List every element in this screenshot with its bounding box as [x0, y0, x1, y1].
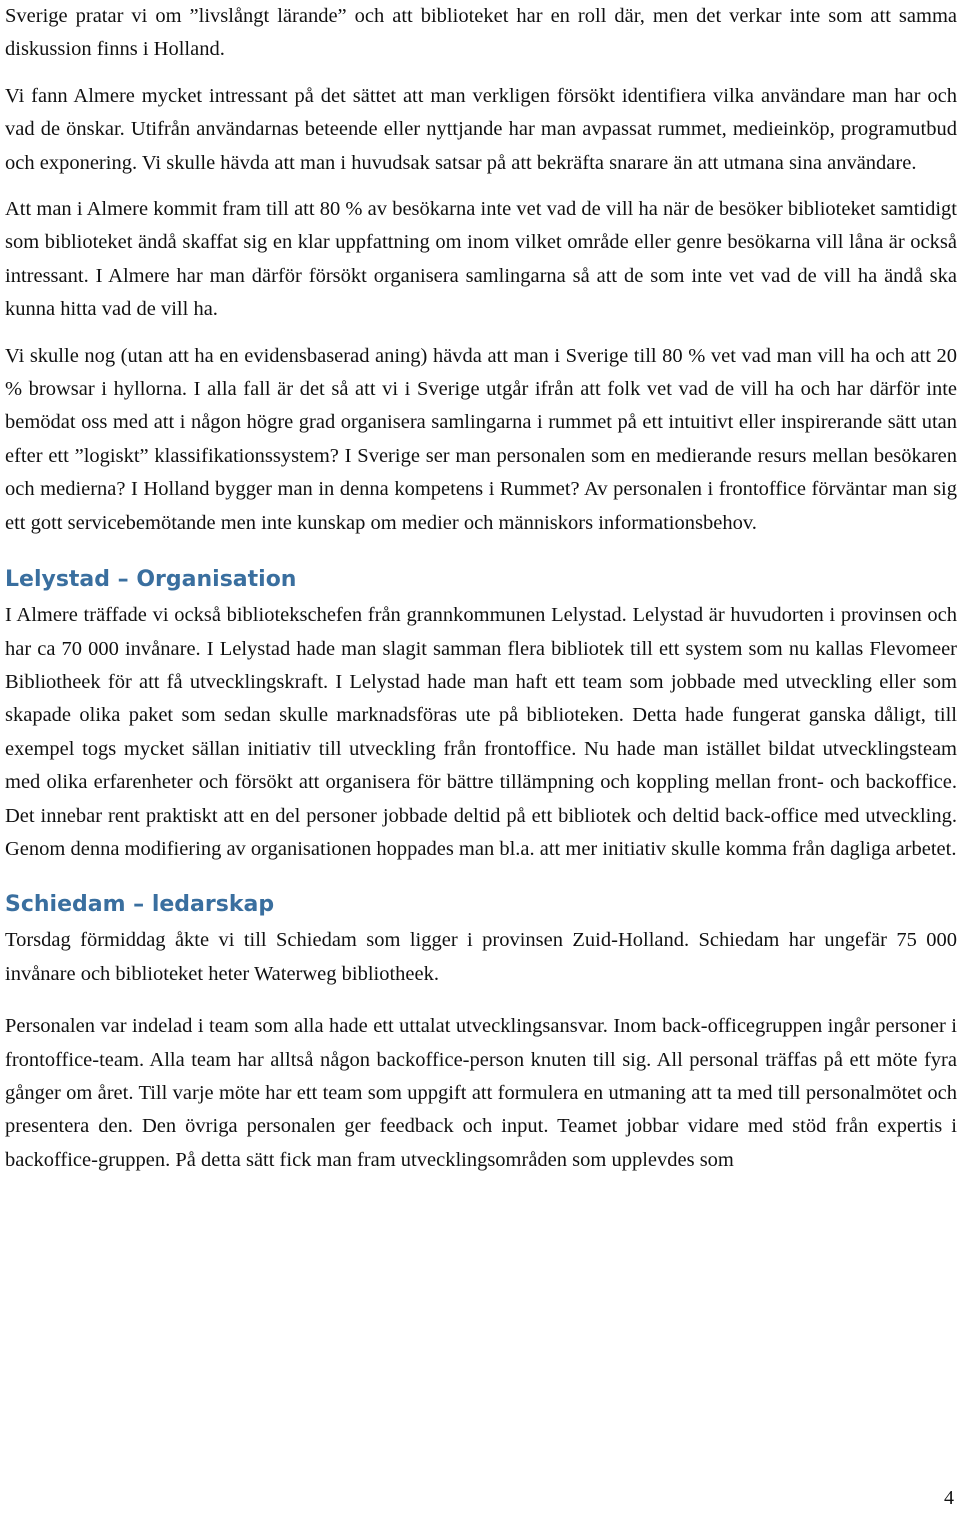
paragraph-schiedam-teams: Personalen var indelad i team som alla hade ett uttalat utvecklingsansvar. Inom back-officegruppen ingår personer i frontoffice-team. Alla team har alltså någon backoffice-person knuten till sig. All personal träffas på ett möte fyra gånger om året. Till varje möte har ett team som uppgift att formulera en utmaning att ta med till personalmötet och presentera den. Den övriga personalen ger feedback och input. Teamet jobbar vidare med stöd från expertis i backoffice-gruppen. På detta sätt fick man fram utvecklingsområden som upplevdes som — [5, 1015, 957, 1171]
paragraph-almere-visitors: Att man i Almere kommit fram till att 80 % av besökarna inte vet vad de vill ha när de besöker biblioteket samtidigt som biblioteket ändå skaffat sig en klar uppfattning om inom vilket område eller genre besökarna vill låna är också intressant. I Almere har man därför försökt organisera samlingarna så att de som inte vet vad de vill ha ändå ska kunna hitta vad de vill ha. — [5, 198, 957, 321]
paragraph-lelystad: I Almere träffade vi också bibliotekschefen från grannkommunen Lelystad. Lelystad är huvudorten i provinsen och har ca 70 000 invånare. I Lelystad hade man slagit samman flera bibliotek till ett system som nu kallas Flevomeer Bibliotheek för att få utvecklingskraft. I Lelystad hade man haft ett team som jobbade med utveckling eller som skapade olika paket som sedan skulle marknadsföras ute på biblioteken. Detta hade fungerat ganska dåligt, till exempel togs mycket sällan initiativ till utveckling från frontoffice. Nu hade man istället bildat utvecklingsteam med olika erfarenheter och försökt att organisera för bättre tillämpning och koppling mellan front- och backoffice. Det innebar rent praktiskt att en del personer jobbade deltid på ett bibliotek och deltid back-office med utveckling. Genom denna modifiering av organisationen hoppades man bl.a. att mer initiativ skulle komma från dagliga arbetet. — [5, 604, 957, 860]
paragraph-schiedam-intro: Torsdag förmiddag åkte vi till Schiedam som ligger i provinsen Zuid-Holland. Schiedam har ungefär 75 000 invånare och biblioteket heter Waterweg bibliotheek. — [5, 929, 957, 985]
paragraph-sweden-comparison: Vi skulle nog (utan att ha en evidensbaserad aning) hävda att man i Sverige till 80 % vet vad man vill ha och att 20 % browsar i hyllorna. I alla fall är det så att vi i Sverige utgår ifrån att folk vet vad de vill ha och har därför inte bemödat oss med att i någon högre grad organisera samlingarna i rummet på ett intuitivt eller inspirerande sätt utan efter ett ”logiskt” klassifikationssystem? I Sverige ser man personalen som en medierande resurs mellan besökaren och medierna? I Holland bygger man in denna kompetens i Rummet? Av personalen i frontoffice förväntar man sig ett gott servicebemötande men inte kunskap om medier och människors informationsbehov. — [5, 344, 957, 534]
heading-schiedam: Schiedam – ledarskap — [5, 892, 275, 918]
paragraph-lifelong-learning: Sverige pratar vi om ”livslångt lärande” och att biblioteket har en roll där, men det verkar inte som att samma diskussion finns i Holland. — [5, 5, 957, 61]
page-number: 4 — [944, 1487, 954, 1509]
paragraph-almere-users: Vi fann Almere mycket intressant på det sättet att man verkligen försökt identifiera vilka användare man har och vad de önskar. Utifrån användarnas beteende eller nyttjande har man avpassat rummet, medieinköp, programutbud och exponering. Vi skulle hävda att man i huvudsak satsar på att bekräfta snarare än att utmana sina användare. — [5, 84, 957, 174]
heading-lelystad: Lelystad – Organisation — [5, 567, 297, 593]
document-page — [5, 0, 957, 1177]
